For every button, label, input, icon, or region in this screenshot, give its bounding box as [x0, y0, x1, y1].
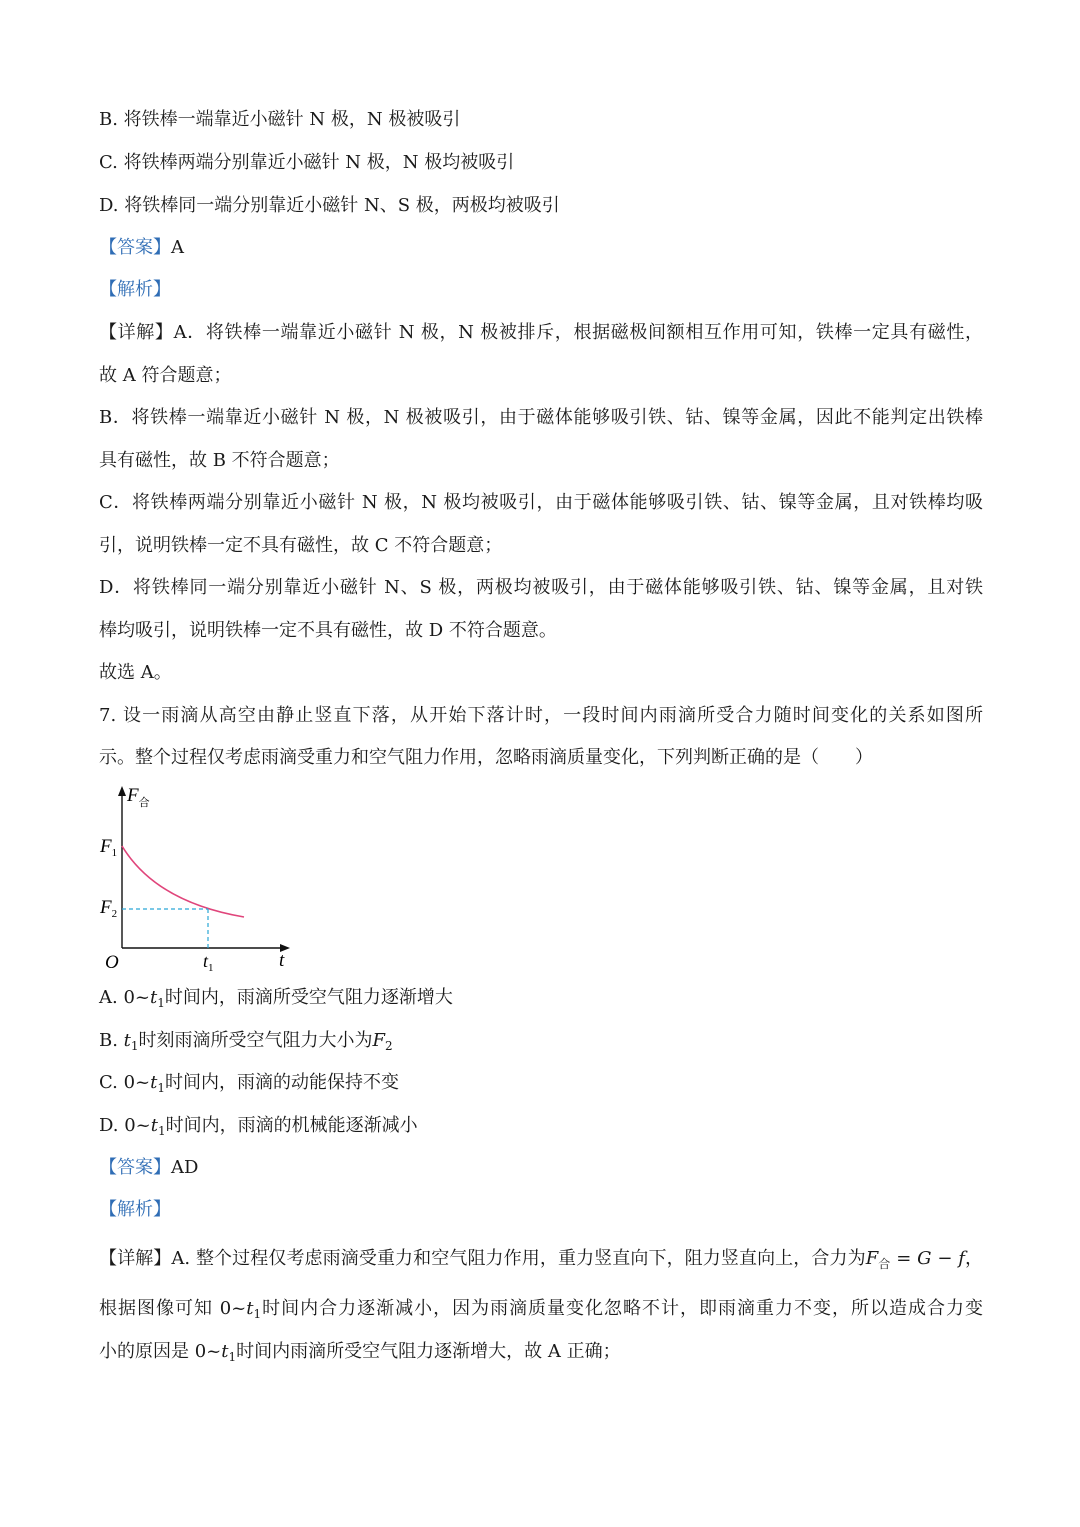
q7-option-a: A. $0\sim t_1$时间内，雨滴所受空气阻力逐渐增大 — [99, 987, 453, 1010]
t1-label: $t_1$ — [203, 951, 214, 974]
q7-option-c: C. $0\sim t_1$时间内，雨滴的动能保持不变 — [99, 1072, 399, 1095]
detail-tag: 【详解】 — [99, 1248, 172, 1269]
q6-detail-c-line2: 引，说明铁棒一定不具有磁性，故 C 不符合题意； — [99, 535, 503, 556]
q6-detail-c-line1: C．将铁棒两端分别靠近小磁针 N 极，N 极均被吸引，由于磁体能够吸引铁、钴、镍等金属，且对铁棒均吸 — [99, 492, 983, 513]
q6-detail-a-line2: 故 A 符合题意； — [99, 365, 232, 386]
q7-option-b: B. $t_1$时刻雨滴所受空气阻力大小为$F_2$ — [99, 1030, 393, 1053]
analysis-tag: 【解析】 — [99, 1199, 171, 1220]
q6-answer: A — [171, 237, 184, 258]
q6-detail-a-line1 — [99, 321, 983, 345]
force-curve — [122, 846, 244, 917]
q7-detail-line2: 根据图像可知 $0\sim t_1$时间内合力逐渐减小，因为雨滴质量变化忽略不计，即雨滴重力不变，所以造成合力变 — [99, 1298, 983, 1321]
q6-detail-d-line2: 棒均吸引，说明铁棒一定不具有磁性，故 D 不符合题意。 — [99, 620, 557, 641]
y-axis-label: $F_合$ — [127, 785, 150, 809]
detail-tag: 【详解】 — [99, 322, 174, 343]
q7-answer-line — [99, 1156, 198, 1180]
q6-detail-b-line2: 具有磁性，故 B 不符合题意； — [99, 450, 340, 471]
origin-label: O — [105, 952, 119, 973]
detail-a-text: A．将铁棒一端靠近小磁针 N 极，N 极被排斥，根据磁极间额相互作用可知，铁棒一定具有磁性， — [173, 322, 984, 343]
q7-detail-line1: 【详解】A. 整个过程仅考虑雨滴受重力和空气阻力作用，重力竖直向下，阻力竖直向上，合力为$F_合 = G - f$， — [99, 1248, 983, 1271]
q6-option-b: B. 将铁棒一端靠近小磁针 N 极，N 极被吸引 — [99, 109, 461, 130]
y-axis-arrow — [118, 786, 126, 796]
analysis-tag: 【解析】 — [99, 279, 171, 300]
q6-analysis-tag — [99, 278, 171, 302]
q6-conclusion: 故选 A。 — [99, 662, 172, 683]
q6-option-d: D. 将铁棒同一端分别靠近小磁针 N、S 极，两极均被吸引 — [99, 195, 560, 216]
q7-answer: AD — [171, 1157, 199, 1178]
answer-tag: 【答案】 — [99, 237, 171, 258]
x-axis-label: t — [279, 950, 285, 971]
q7-analysis-tag — [99, 1198, 171, 1222]
q6-detail-d-line1: D．将铁棒同一端分别靠近小磁针 N、S 极，两极均被吸引，由于磁体能够吸引铁、钴、镍等金属，且对铁 — [99, 577, 983, 598]
q6-detail-b-line1: B．将铁棒一端靠近小磁针 N 极，N 极被吸引，由于磁体能够吸引铁、钴、镍等金属，因此不能判定出铁棒 — [99, 407, 983, 428]
q7-stem-line2: 示。整个过程仅考虑雨滴受重力和空气阻力作用，忽略雨滴质量变化，下列判断正确的是（ ） — [99, 747, 873, 768]
q6-answer-line — [99, 236, 184, 260]
q7-detail-line3: 小的原因是 $0\sim t_1$时间内雨滴所受空气阻力逐渐增大，故 A 正确； — [99, 1341, 621, 1364]
q6-option-c: C. 将铁棒两端分别靠近小磁针 N 极，N 极均被吸引 — [99, 152, 515, 173]
force-time-graph — [96, 782, 296, 976]
f1-label: $F_1$ — [100, 836, 118, 859]
q7-option-d: D. $0\sim t_1$时间内，雨滴的机械能逐渐减小 — [99, 1115, 418, 1138]
f2-label: $F_2$ — [100, 897, 118, 920]
answer-tag: 【答案】 — [99, 1157, 171, 1178]
q7-stem-line1: 7. 设一雨滴从高空由静止竖直下落，从开始下落计时，一段时间内雨滴所受合力随时间变化的关系如图所 — [99, 705, 983, 726]
